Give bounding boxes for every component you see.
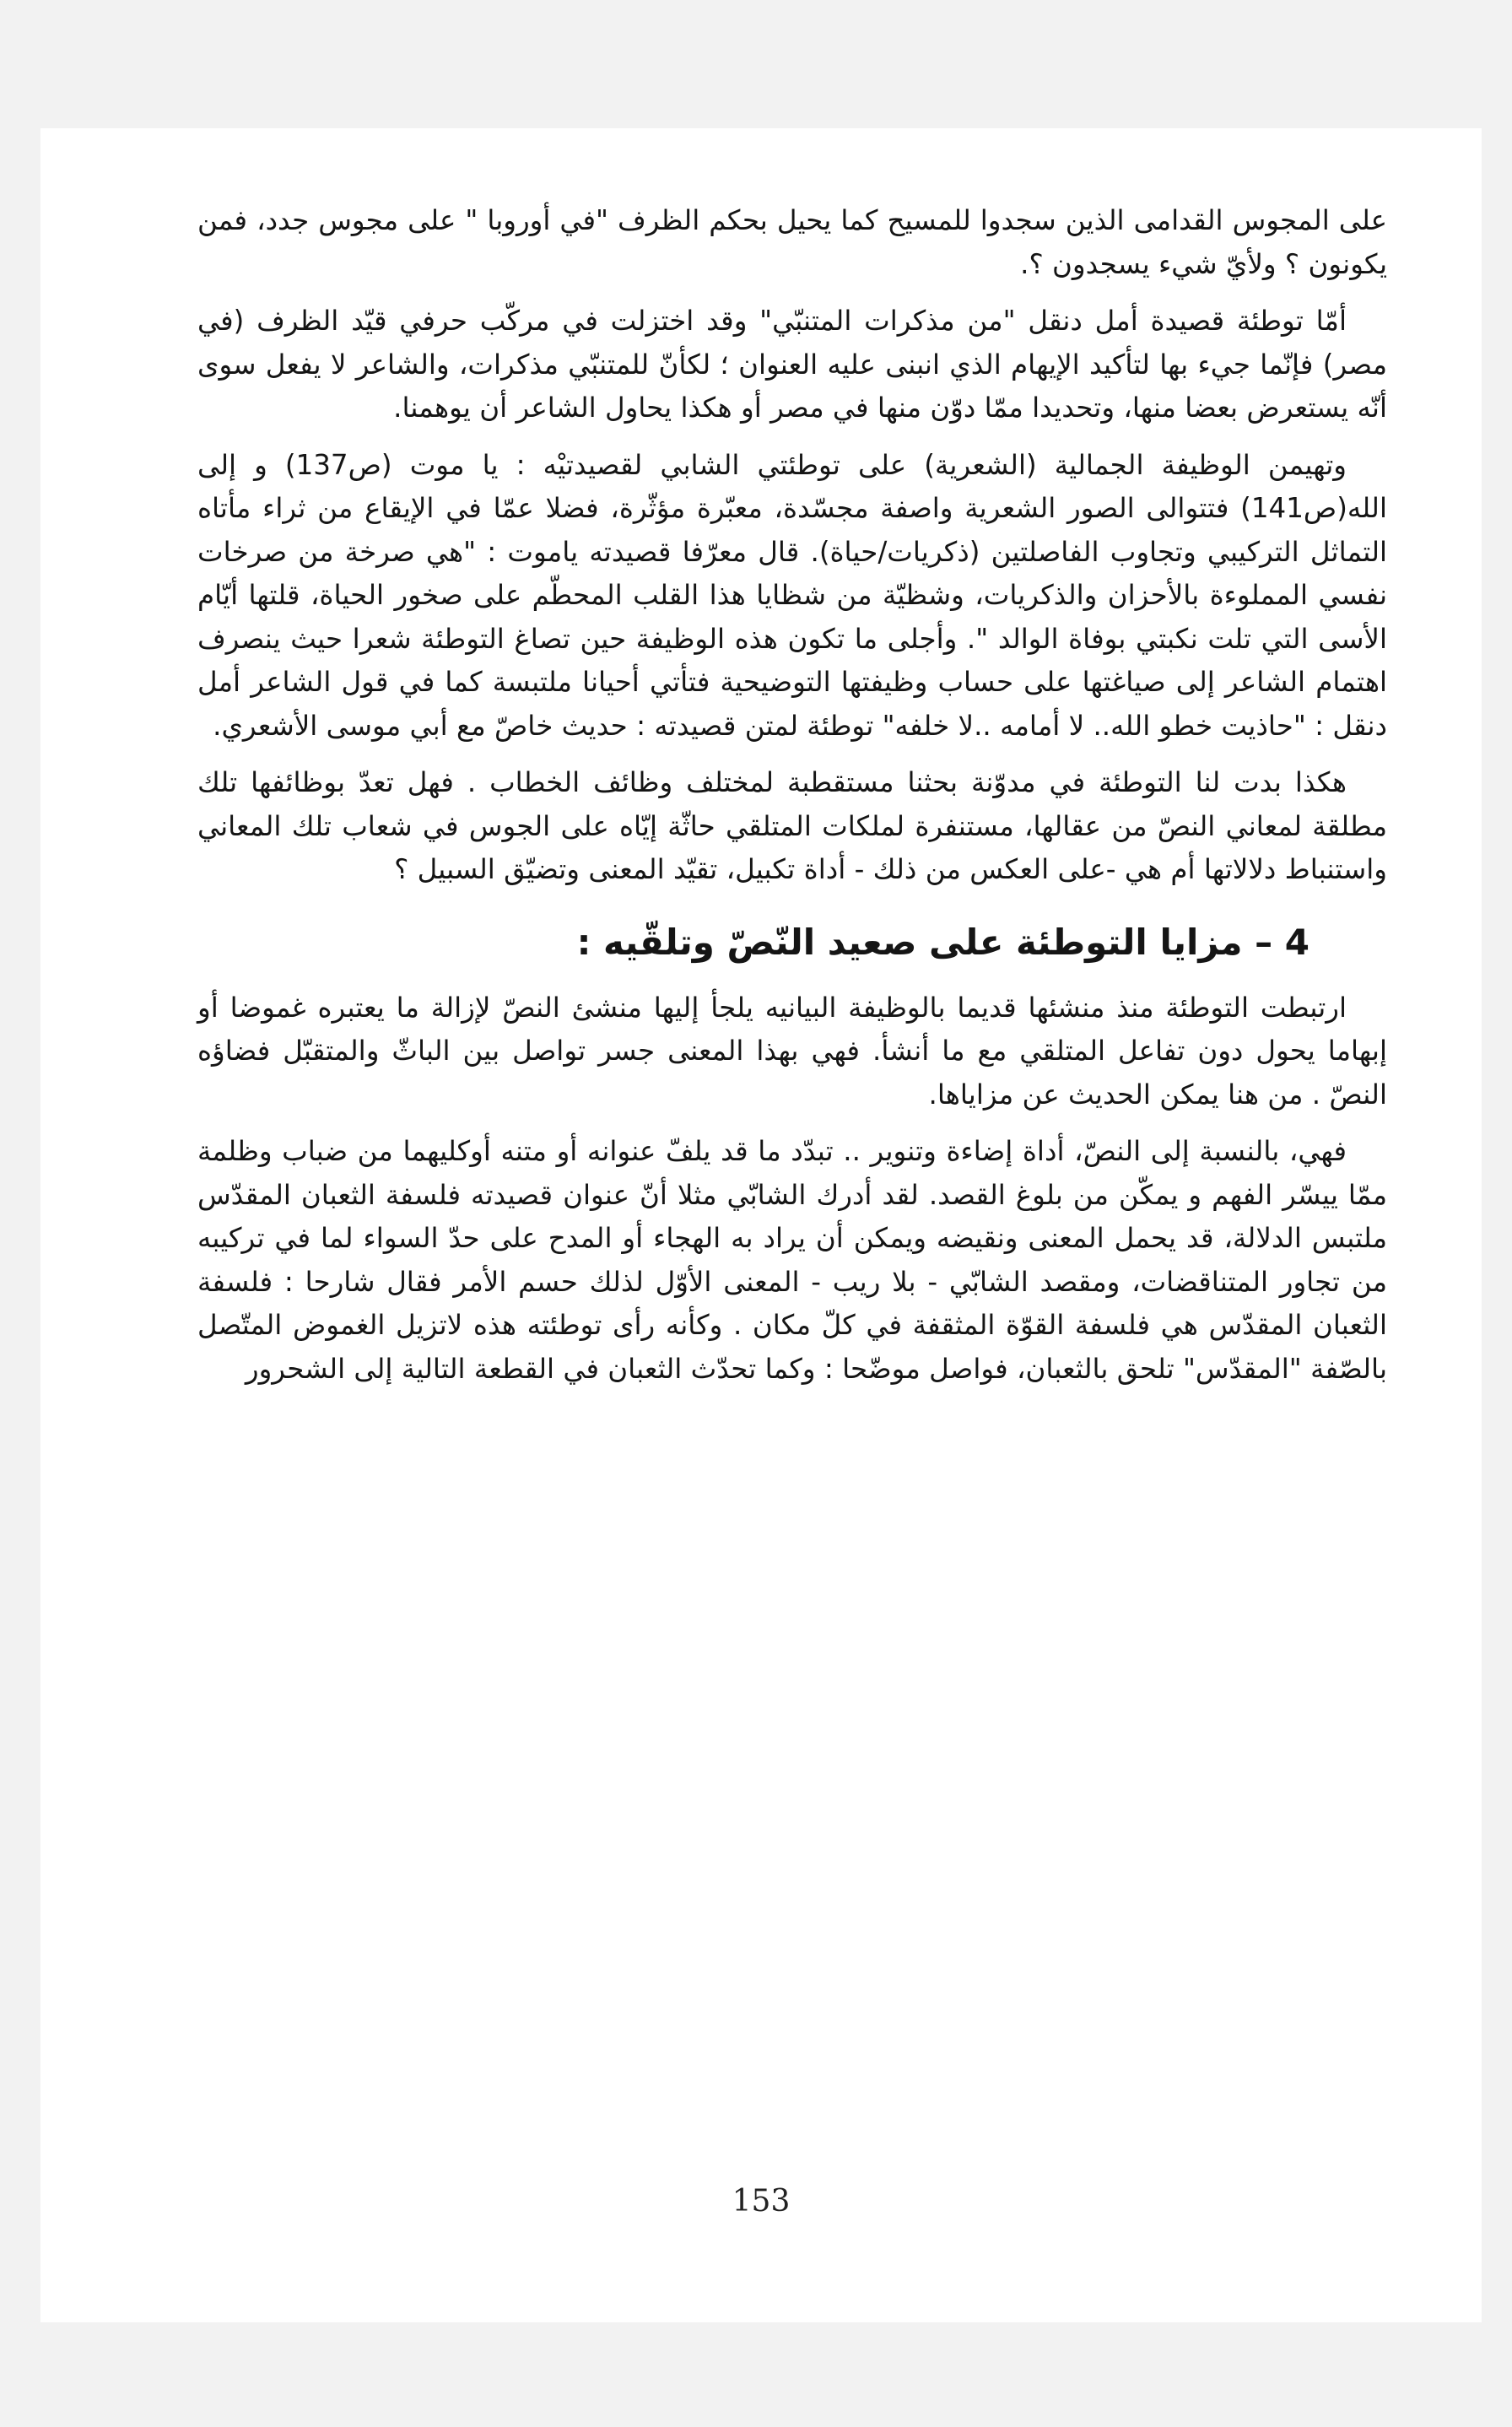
- page-number: 153: [732, 2184, 791, 2219]
- paragraph-6: فهي، بالنسبة إلى النصّ، أداة إضاءة وتنوير .. تبدّد ما قد يلفّ عنوانه أو متنه أوكليهما من ضباب وظلمة ممّا ييسّر الفهم و يمكّن من بلوغ القصد. لقد أدرك الشابّي مثلا أنّ عنوان قصيدته فلسفة الثعبان المقدّس ملتبس الدلالة، قد يحمل المعنى ونقيضه ويمكن أن يراد به الهجاء أو المدح على حدّ السواء لما في تركيبه من تجاور المتناقضات، ومقصد الشابّي - بلا ريب - المعنى الأوّل لذلك حسم الأمر فقال شارحا : فلسفة الثعبان المقدّس هي فلسفة القوّة المثقفة في كلّ مكان . وكأنه رأى توطئته هذه لاتزيل الغموض المتّصل بالصّفة "المقدّس" تلحق بالثعبان، فواصل موضّحا : وكما تحدّث الثعبان في القطعة التالية إلى الشحرور: [197, 1135, 1387, 1385]
- paragraph-4: هكذا بدت لنا التوطئة في مدوّنة بحثنا مستقطبة لمختلف وظائف الخطاب . فهل تعدّ بوظائفها تلك مطلقة لمعاني النصّ من عقالها، مستنفرة لملكات المتلقي حاثّة إيّاه على الجوس في شعاب تلك المعاني واستنباط دلالاتها أم هي -على العكس من ذلك - أداة تكبيل، تقيّد المعنى وتضيّق السبيل ؟: [197, 766, 1387, 885]
- paragraph-1: على المجوس القدامى الذين سجدوا للمسيح كما يحيل بحكم الظرف "في أوروبا " على مجوس جدد، فمن يكونون ؟ ولأيّ شيء يسجدون ؟.: [197, 204, 1387, 280]
- paragraph-3: وتهيمن الوظيفة الجمالية (الشعرية) على توطئتي الشابي لقصيدتيْه : يا موت (ص137) و إلى الله(ص141) فتتوالى الصور الشعرية واصفة مجسّدة، معبّرة مؤثّرة، فضلا عمّا في الإيقاع من ثراء مأتاه التماثل التركيبي وتجاوب الفاصلتين (ذكريات/حياة). قال معرّفا قصيدته ياموت : "هي صرخة من صرخات نفسي المملوءة بالأحزان والذكريات، وشظيّة من شظايا هذا القلب المحطّم على صخور الحياة، قلتها أيّام الأسى التي تلت نكبتي بوفاة الوالد ". وأجلى ما تكون هذه الوظيفة حين تصاغ التوطئة شعرا حيث ينصرف اهتمام الشاعر إلى صياغتها على حساب وظيفتها التوضيحية فتأتي أحيانا ملتبسة كما في قول الشاعر أمل دنقل : "حاذيت خطو الله.. لا أمامه ..لا خلفه" توطئة لمتن قصيدته : حديث خاصّ مع أبي موسى الأشعري.: [197, 448, 1387, 742]
- paragraph-5: ارتبطت التوطئة منذ منشئها قديما بالوظيفة البيانيه يلجأ إليها منشئ النصّ لإزالة ما يعتبره غموضا أو إبهاما يحول دون تفاعل المتلقي مع ما أنشأ. فهي بهذا المعنى جسر تواصل بين الباثّ والمتقبّل فضاؤه النصّ . من هنا يمكن الحديث عن مزاياها.: [197, 991, 1387, 1111]
- page-body: [197, 199, 1387, 1404]
- paragraph-2: أمّا توطئة قصيدة أمل دنقل "من مذكرات المتنبّي" وقد اختزلت في مركّب حرفي قيّد الظرف (في مصر) فإنّما جيء بها لتأكيد الإيهام الذي انبنى عليه العنوان ؛ لكأنّ للمتنبّي مذكرات، والشاعر لا يفعل سوى أنّه يستعرض بعضا منها، وتحديدا ممّا دوّن منها في مصر أو هكذا يحاول الشاعر أن يوهمنا.: [197, 305, 1387, 424]
- section-heading: 4 – مزايا التوطئة على صعيد النّصّ وتلقّيه :: [576, 921, 1310, 963]
- book-page: [40, 128, 1482, 2322]
